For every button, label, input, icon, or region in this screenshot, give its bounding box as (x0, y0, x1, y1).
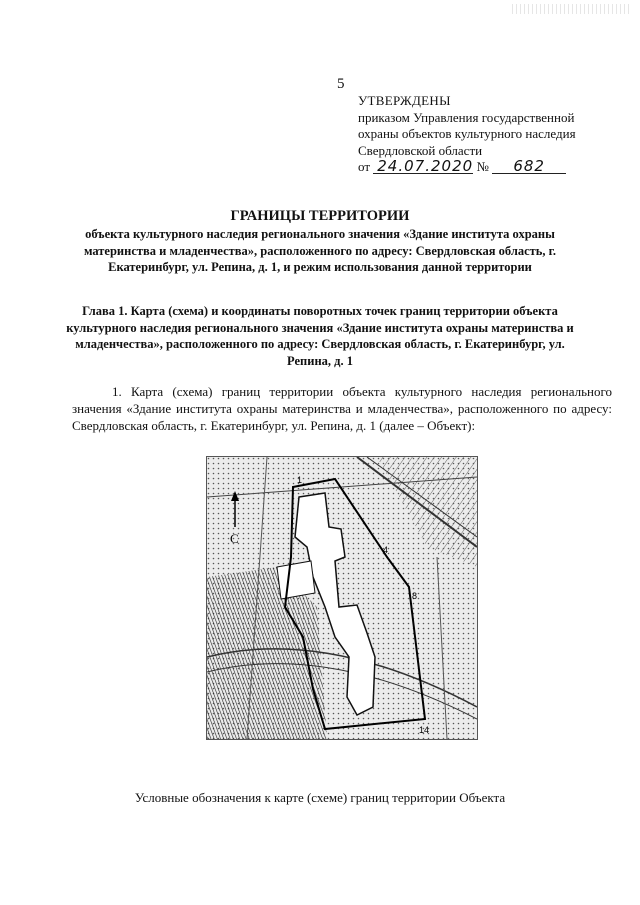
handwritten-order-number: 682 (492, 159, 566, 174)
legend-caption: Условные обозначения к карте (схеме) границ территории Объекта (134, 790, 506, 805)
approval-line: приказом Управления государственной (358, 109, 575, 125)
map-point-label: 4 (383, 545, 389, 555)
date-prefix: от (358, 159, 371, 174)
map-point-label: 8 (412, 591, 418, 601)
handwritten-date: 24.07.2020 (373, 159, 473, 174)
body-paragraph: 1. Карта (схема) границ территории объекта культурного наследия регионального значения «Здание института охраны материнства и младенчества», расположенного по адресу: Свердловская область, г. Екатеринбург, ул. Репина, д. 1 (далее – Объект): (72, 384, 612, 433)
approval-line: Свердловской области (358, 142, 483, 158)
north-label: С (230, 531, 239, 546)
map-drawing (207, 457, 477, 739)
page-number: 5 (337, 76, 345, 92)
chapter-heading: Глава 1. Карта (схема) и координаты поворотных точек границ территории объекта культурного наследия регионального значения «Здание института охраны материнства и младенчества», расположенного по адресу: Свердловская область, г. Екатеринбург, ул. Репина, д. 1 (66, 304, 574, 368)
document-subtitle: объекта культурного наследия регионального значения «Здание института охраны материнства и младенчества», расположенного по адресу: Свердловская область, г. Екатеринбург, ул. Репина, д. 1, и режим использования данной территории (83, 227, 557, 274)
number-sign: № (476, 159, 489, 174)
approval-line: охраны объектов культурного наследия (358, 126, 576, 141)
map-point-label: 14 (419, 725, 430, 735)
approval-date-line (358, 159, 620, 176)
scan-noise (512, 4, 632, 14)
approval-block (358, 93, 620, 176)
approval-heading: УТВЕРЖДЕНЫ (358, 93, 451, 108)
document-title: ГРАНИЦЫ ТЕРРИТОРИИ (230, 208, 410, 224)
map-point-label: 1 (297, 475, 303, 485)
boundary-map (206, 456, 478, 740)
